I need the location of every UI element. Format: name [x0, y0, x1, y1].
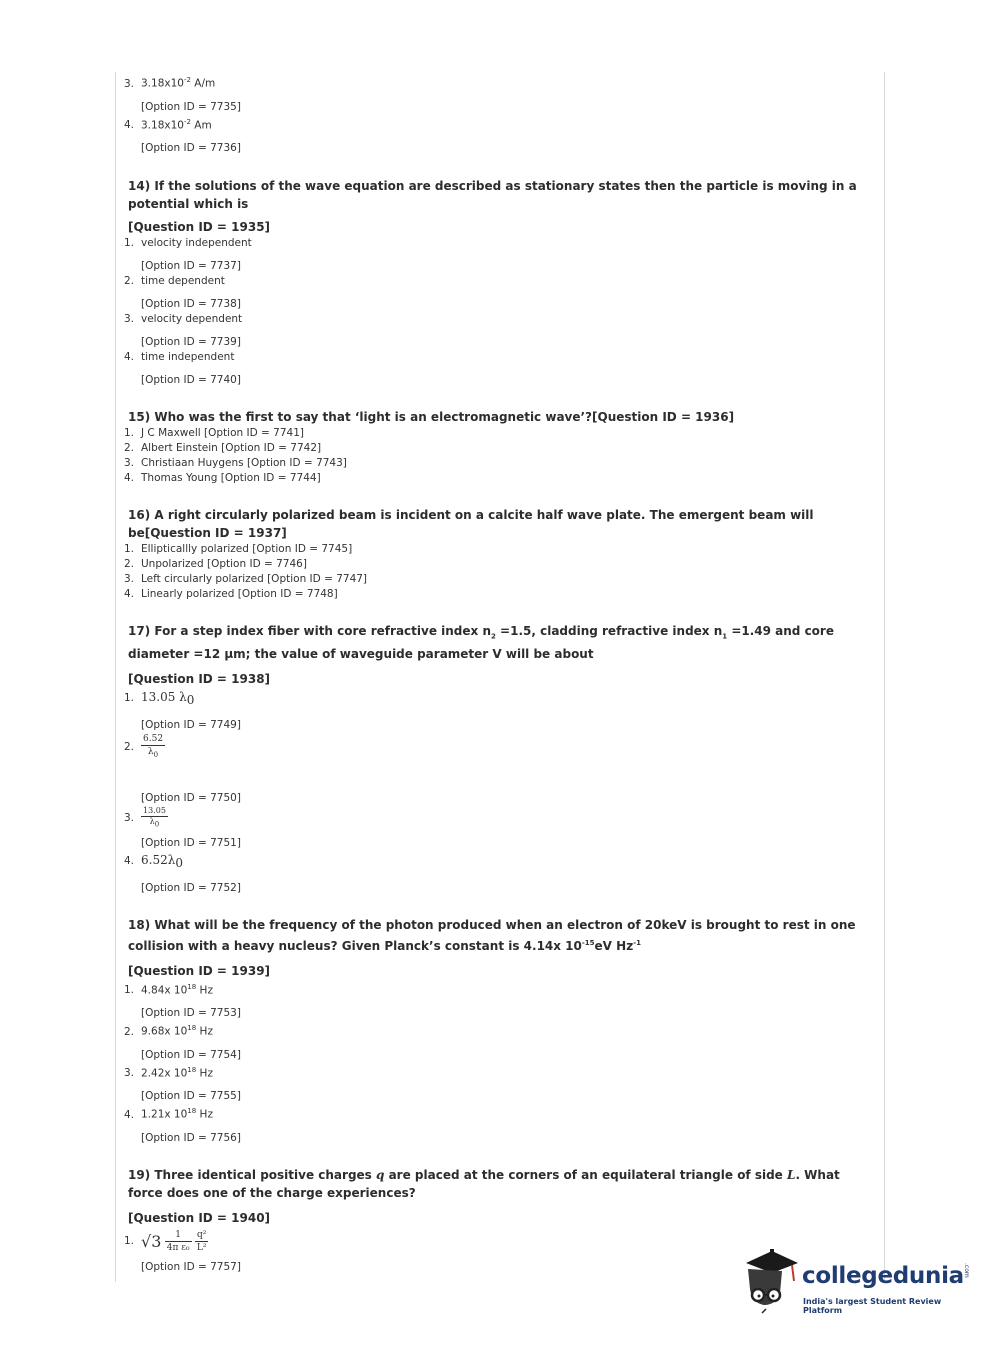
option-item: 3. velocity dependent [124, 313, 243, 325]
question-id: [Question ID = 1940] [128, 1210, 271, 1225]
mascot-icon [742, 1245, 800, 1315]
option-id: [Option ID = 7757] [141, 1260, 241, 1273]
option-item: 4. $3.18x10^{-2}$ Am [124, 117, 212, 131]
option-item: 1. velocity independent [124, 237, 252, 249]
option-item: 2. $\frac{6.52}{\lambda_0}$ [124, 734, 164, 760]
question-text: 14) If the solutions of the wave equation are described as stationary states then the particle is moving in a potential which is [128, 179, 857, 211]
option-id: [Option ID = 7752] [141, 881, 241, 894]
option-item: 4. 1.21x $10^{18}$ Hz [124, 1107, 213, 1121]
question-id: [Question ID = 1935] [128, 220, 271, 234]
option-item: 4. Linearly polarized [Option ID = 7748] [124, 588, 338, 600]
option-item: 4. Thomas Young [Option ID = 7744] [124, 472, 321, 484]
option-id: [Option ID = 7738] [141, 298, 241, 310]
question-id: [Question ID = 1938] [128, 672, 271, 687]
fraction: $\frac{\text{q²}}{\text{L²}}$ [196, 1229, 207, 1253]
option-item: 2. Unpolarized [Option ID = 7746] [124, 558, 307, 570]
question-text: 17) For a step index fiber with core refractive index $n_2 =1.5$, cladding refractive index $n_1 =1.49$ and core diameter =12 μm; the value of waveguide parameter V will be about [128, 624, 834, 662]
option-item: 4. $6.52\lambda_0$ [124, 852, 183, 870]
question-id: [Question ID = 1939] [128, 963, 271, 978]
option-item: 2. Albert Einstein [Option ID = 7742] [124, 442, 322, 454]
question-text: 15) Who was the first to say that ‘light is an electromagnetic wave’?[Question ID = 1936] [128, 410, 735, 424]
fraction: $\frac{1}{\text{4π ε₀}}$ [166, 1229, 190, 1253]
option-item: 1. Ellipticallly polarized [Option ID = 7745] [124, 543, 353, 555]
option-item: 3. Christiaan Huygens [Option ID = 7743] [124, 457, 347, 469]
option-id: [Option ID = 7754] [141, 1048, 241, 1061]
option-item: 2. time dependent [124, 275, 225, 287]
option-item: 1. √3 $\frac{1}{\text{4π ε₀}}$ $\frac{\text{q²}}{\text{L²}}$ [124, 1229, 207, 1253]
fraction: $\frac{13.05}{\lambda_0}$ [143, 806, 166, 829]
option-item: 3. 2.42x $10^{18}$ Hz [124, 1065, 213, 1080]
brand-tagline: India's largest Student Review Platform [803, 1297, 942, 1315]
option-id: [Option ID = 7755] [141, 1090, 241, 1103]
option-id: [Option ID = 7737] [141, 260, 241, 272]
option-id: [Option ID = 7750] [141, 792, 241, 805]
question-text: 16) A right circularly polarized beam is incident on a calcite half wave plate. The emergent beam will be[Question ID = 1937] [128, 508, 814, 540]
option-item: 3. Left circularly polarized [Option ID = 7747] [124, 573, 368, 585]
option-id: [Option ID = 7739] [141, 336, 241, 348]
option-id: [Option ID = 7756] [141, 1131, 241, 1144]
document-content [124, 70, 874, 1275]
question-text: 19) Three identical positive charges q are placed at the corners of an equilateral triangle of side L. What force does one of the charge experiences? [128, 1167, 840, 1200]
option-item: 3. $3.18x10^{-2}$ A/m [124, 76, 216, 90]
brand-dotcom: .com [963, 1263, 970, 1278]
option-id: [Option ID = 7753] [141, 1007, 241, 1020]
option-item: 1. 13.05 $\lambda_0$ [124, 690, 195, 708]
option-id: [Option ID = 7736] [141, 142, 241, 154]
option-id: [Option ID = 7751] [141, 836, 241, 849]
option-item: 3. $\frac{13.05}{\lambda_0}$ [124, 806, 166, 829]
option-id: [Option ID = 7735] [141, 100, 241, 113]
question-text: 18) What will be the frequency of the photon produced when an electron of 20keV is brought to rest in one collision with a heavy nucleus? Given Planck’s constant is 4.14x $10^{-15}eV$ $Hz^{-1}$ [128, 917, 856, 953]
option-id: [Option ID = 7749] [141, 719, 241, 732]
option-item: 1. J C Maxwell [Option ID = 7741] [124, 427, 304, 439]
option-item: 2. 9.68x $10^{18}$ Hz [124, 1024, 213, 1038]
option-item: 1. 4.84x $10^{18}$ Hz [124, 982, 213, 997]
fraction: $\frac{6.52}{\lambda_0}$ [143, 734, 164, 760]
option-id: [Option ID = 7740] [141, 374, 241, 386]
brand-name: collegedunia [802, 1263, 964, 1289]
option-item: 4. time independent [124, 351, 235, 363]
collegedunia-logo [742, 1245, 972, 1315]
